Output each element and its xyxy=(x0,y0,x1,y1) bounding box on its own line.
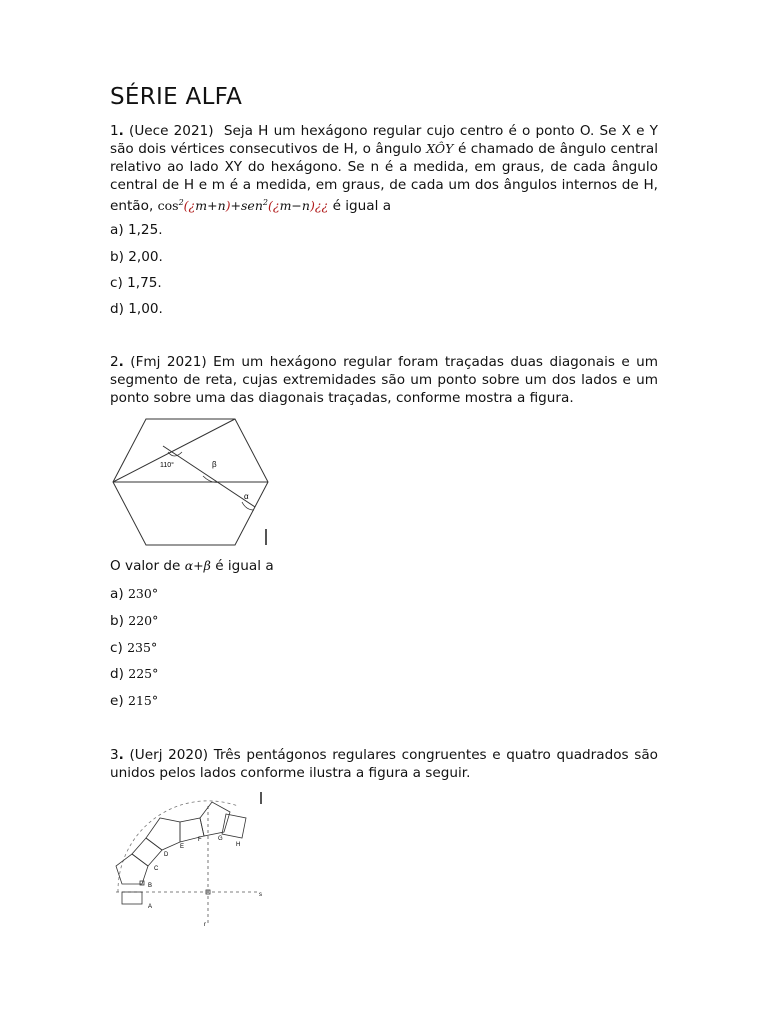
arc-beta xyxy=(203,476,220,482)
prompt-prefix: O valor de xyxy=(110,558,181,574)
label-e: E xyxy=(180,844,185,850)
pentagon-3 xyxy=(200,802,230,836)
formula-paren-1: ( xyxy=(183,198,189,214)
question-1-text-c: é igual a xyxy=(332,198,392,215)
label-s: s xyxy=(259,892,262,898)
label-d: D xyxy=(164,852,169,858)
question-1-text-a: Seja H um hexágono regular cujo centro é o ponto O. Se X e Y são dois vértices consecutivos de H, o ângulo xyxy=(110,123,658,157)
question-2-prompt xyxy=(110,557,274,575)
angle-expression: XÔY xyxy=(426,141,454,156)
side-mark-3 xyxy=(260,792,262,804)
question-3-dot: . xyxy=(118,747,124,763)
formula-cos: cos xyxy=(157,198,179,214)
question-1-formula xyxy=(158,198,329,213)
option-unit: ° xyxy=(150,640,158,655)
formula-q-1: ¿ xyxy=(188,198,196,214)
guide-arc xyxy=(118,801,241,892)
option-unit: ° xyxy=(151,586,159,601)
hexagon-figure xyxy=(108,414,276,550)
question-1-number: 1 xyxy=(110,123,119,139)
option-value: 225 xyxy=(128,666,153,681)
question-3-number: 3 xyxy=(110,747,119,763)
prompt-expression: α+β xyxy=(184,558,211,573)
q2-option-d xyxy=(110,665,158,683)
page-title: SÉRIE ALFA xyxy=(110,84,243,110)
formula-q-2: ¿ xyxy=(272,198,280,214)
question-3-source: (Uerj 2020) xyxy=(129,747,209,763)
q2-option-b xyxy=(110,612,158,630)
diagonal-slanted xyxy=(113,419,235,482)
option-value: 230 xyxy=(127,586,152,601)
q2-option-a xyxy=(110,585,158,603)
pentagons-figure xyxy=(108,786,268,928)
option-value: 220 xyxy=(128,613,153,628)
q1-option-a: a) 1,25. xyxy=(110,222,163,238)
q1-option-b: b) 2,00. xyxy=(110,249,163,265)
question-2-statement xyxy=(110,353,658,407)
segment xyxy=(163,446,255,507)
option-letter: e) xyxy=(110,693,124,709)
label-g: G xyxy=(218,836,223,842)
q1-option-d: d) 1,00. xyxy=(110,301,163,317)
formula-body-1: m+n xyxy=(195,198,226,214)
label-beta: β xyxy=(212,460,217,469)
formula-body-2: m−n xyxy=(279,198,310,214)
label-r: r xyxy=(204,922,206,928)
option-letter: a) xyxy=(110,586,124,602)
question-2-dot: . xyxy=(118,354,124,370)
question-2-text: Em um hexágono regular foram traçadas duas diagonais e um segmento de reta, cujas extremidades são um ponto sobre um dos lados e um ponto sobre uma das diagonais traçadas, conforme mostra a figura. xyxy=(110,354,658,406)
formula-close-2: ) xyxy=(309,198,315,214)
question-2-source: (Fmj 2021) xyxy=(130,354,207,370)
formula-square: 2 xyxy=(178,198,184,207)
option-value: 235 xyxy=(127,640,151,655)
question-2-number: 2 xyxy=(110,354,119,370)
question-3-text: Três pentágonos regulares congruentes e quatro quadrados são unidos pelos lados conforme ilustra a figura a seguir. xyxy=(110,747,659,781)
question-1-source: (Uece 2021) xyxy=(129,123,214,139)
q1-option-c: c) 1,75. xyxy=(110,275,162,291)
question-3-statement xyxy=(110,746,658,782)
option-letter: c) xyxy=(110,640,123,656)
label-alpha: α xyxy=(244,492,249,501)
option-letter: d) xyxy=(110,666,124,682)
label-c: C xyxy=(154,866,159,872)
q2-option-e xyxy=(110,692,158,710)
prompt-suffix: é igual a xyxy=(215,558,274,574)
square-cd xyxy=(132,838,162,866)
label-110: 110° xyxy=(160,462,174,469)
pentagon-2 xyxy=(146,818,180,850)
side-mark xyxy=(265,529,267,545)
formula-paren-2: ( xyxy=(267,198,273,214)
question-1-text-b: é chamado de ângulo central relativo ao lado XY do hexágono. Se n é a medida, em graus, de cada ângulo central de H e m é a medida, em graus, de cada um dos ângulos internos de H, então, xyxy=(110,141,659,215)
q2-option-c xyxy=(110,639,157,657)
option-value: 215 xyxy=(128,693,152,708)
formula-square-2: 2 xyxy=(262,198,268,207)
label-h: H xyxy=(236,842,241,848)
question-1-statement xyxy=(110,122,658,215)
option-unit: ° xyxy=(151,693,159,708)
question-1-dot: . xyxy=(118,123,124,139)
option-unit: ° xyxy=(152,613,159,628)
label-a: A xyxy=(148,904,153,910)
label-f: F xyxy=(198,837,202,843)
label-b: B xyxy=(148,883,153,889)
pentagon-1 xyxy=(116,854,148,884)
formula-plus-sen: +sen xyxy=(230,198,263,214)
option-unit: ° xyxy=(152,666,159,681)
square-a xyxy=(122,892,142,904)
formula-tail: ¿¿ xyxy=(314,198,329,214)
option-letter: b) xyxy=(110,613,124,629)
arc-alpha xyxy=(242,502,254,510)
formula-close-1: ) xyxy=(225,198,231,214)
